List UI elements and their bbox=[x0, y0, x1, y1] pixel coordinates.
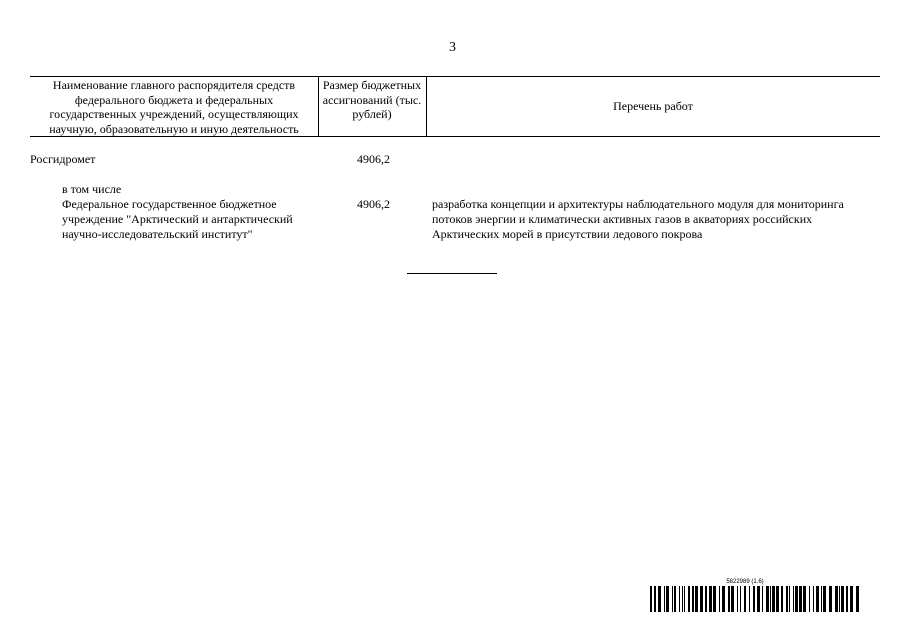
table-header-bottom-rule bbox=[30, 136, 880, 137]
row-institute-amount: 4906,2 bbox=[357, 197, 390, 211]
document-end-line bbox=[407, 273, 497, 274]
row-including-prefix: в том числе bbox=[62, 182, 122, 196]
table-header-top-rule bbox=[30, 76, 880, 77]
page-number: 3 bbox=[449, 40, 456, 55]
barcode-label: 5822989 (1.6) bbox=[726, 579, 764, 585]
row-organization-name: Росгидромет bbox=[30, 152, 96, 166]
header-allocation-size: Размер бюджетных ассигнований (тыс. рублей) bbox=[322, 78, 422, 121]
header-recipient-name: Наименование главного распорядителя средств федерального бюджета и федеральных государственных учреждений, осуществляющих научную, образовательную и иную деятельность bbox=[49, 78, 299, 136]
header-work-list: Перечень работ bbox=[613, 99, 693, 113]
row-institute-name: Федеральное государственное бюджетное учреждение "Арктический и антарктический научно-исследовательский институт" bbox=[62, 197, 293, 241]
row-organization-amount: 4906,2 bbox=[357, 152, 390, 166]
row-institute-works: разработка концепции и архитектуры наблюдательного модуля для мониторинга потоков энергии и климатически активных газов в акваториях российских Арктических морей в присутствии ледового покрова bbox=[432, 197, 844, 241]
barcode-image bbox=[650, 586, 860, 612]
